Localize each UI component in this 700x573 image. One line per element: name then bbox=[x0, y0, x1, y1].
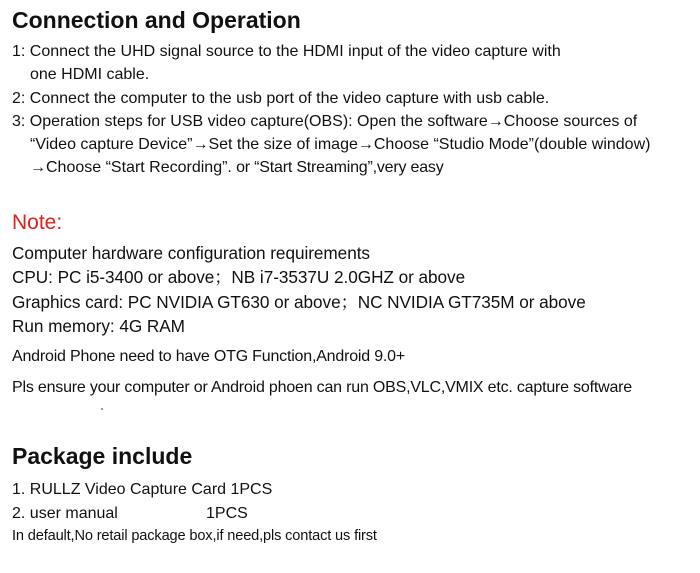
step-3-line-3-part-a: →Choose “Start Recording”. bbox=[30, 159, 232, 176]
step-3-line-1: 3: Operation steps for USB video capture(OBS): Open the software→Choose sources of bbox=[12, 113, 638, 130]
software-requirement: Pls ensure your computer or Android phoen can run OBS,VLC,VMIX etc. capture software bbox=[12, 379, 632, 396]
cpu-requirement: CPU: PC i5-3400 or above；NB i7-3537U 2.0GHZ or above bbox=[12, 267, 466, 287]
package-item-2-name: 2. user manual bbox=[12, 505, 118, 522]
graphics-requirement: Graphics card: PC NVIDIA GT630 or above；NC NVIDIA GT735M or above bbox=[12, 292, 586, 312]
note-heading: Note: bbox=[12, 211, 63, 234]
step-3-line-3 bbox=[30, 160, 444, 176]
step-3-line-2: “Video capture Device”→Set the size of image→Choose “Studio Mode”(double window) bbox=[30, 136, 651, 153]
connection-heading: Connection and Operation bbox=[12, 7, 301, 33]
package-item-2 bbox=[12, 505, 248, 522]
package-item-1: 1. RULLZ Video Capture Card 1PCS bbox=[12, 481, 273, 498]
step-2: 2: Connect the computer to the usb port of the video capture with usb cable. bbox=[12, 90, 550, 107]
android-requirement: Android Phone need to have OTG Function,Android 9.0+ bbox=[12, 348, 405, 365]
step-1-line-2: one HDMI cable. bbox=[30, 66, 150, 83]
package-heading: Package include bbox=[12, 443, 193, 469]
hardware-requirements-title: Computer hardware configuration requirements bbox=[12, 243, 370, 263]
step-3-line-3-part-b: or “Start Streaming”,very easy bbox=[231, 159, 444, 176]
step-1-line-1: 1: Connect the UHD signal source to the HDMI input of the video capture with bbox=[12, 43, 561, 60]
package-footer-note: In default,No retail package box,if need,pls contact us first bbox=[12, 528, 377, 544]
package-item-2-qty: 1PCS bbox=[206, 505, 248, 522]
stray-dot bbox=[101, 408, 103, 410]
memory-requirement: Run memory: 4G RAM bbox=[12, 316, 185, 336]
